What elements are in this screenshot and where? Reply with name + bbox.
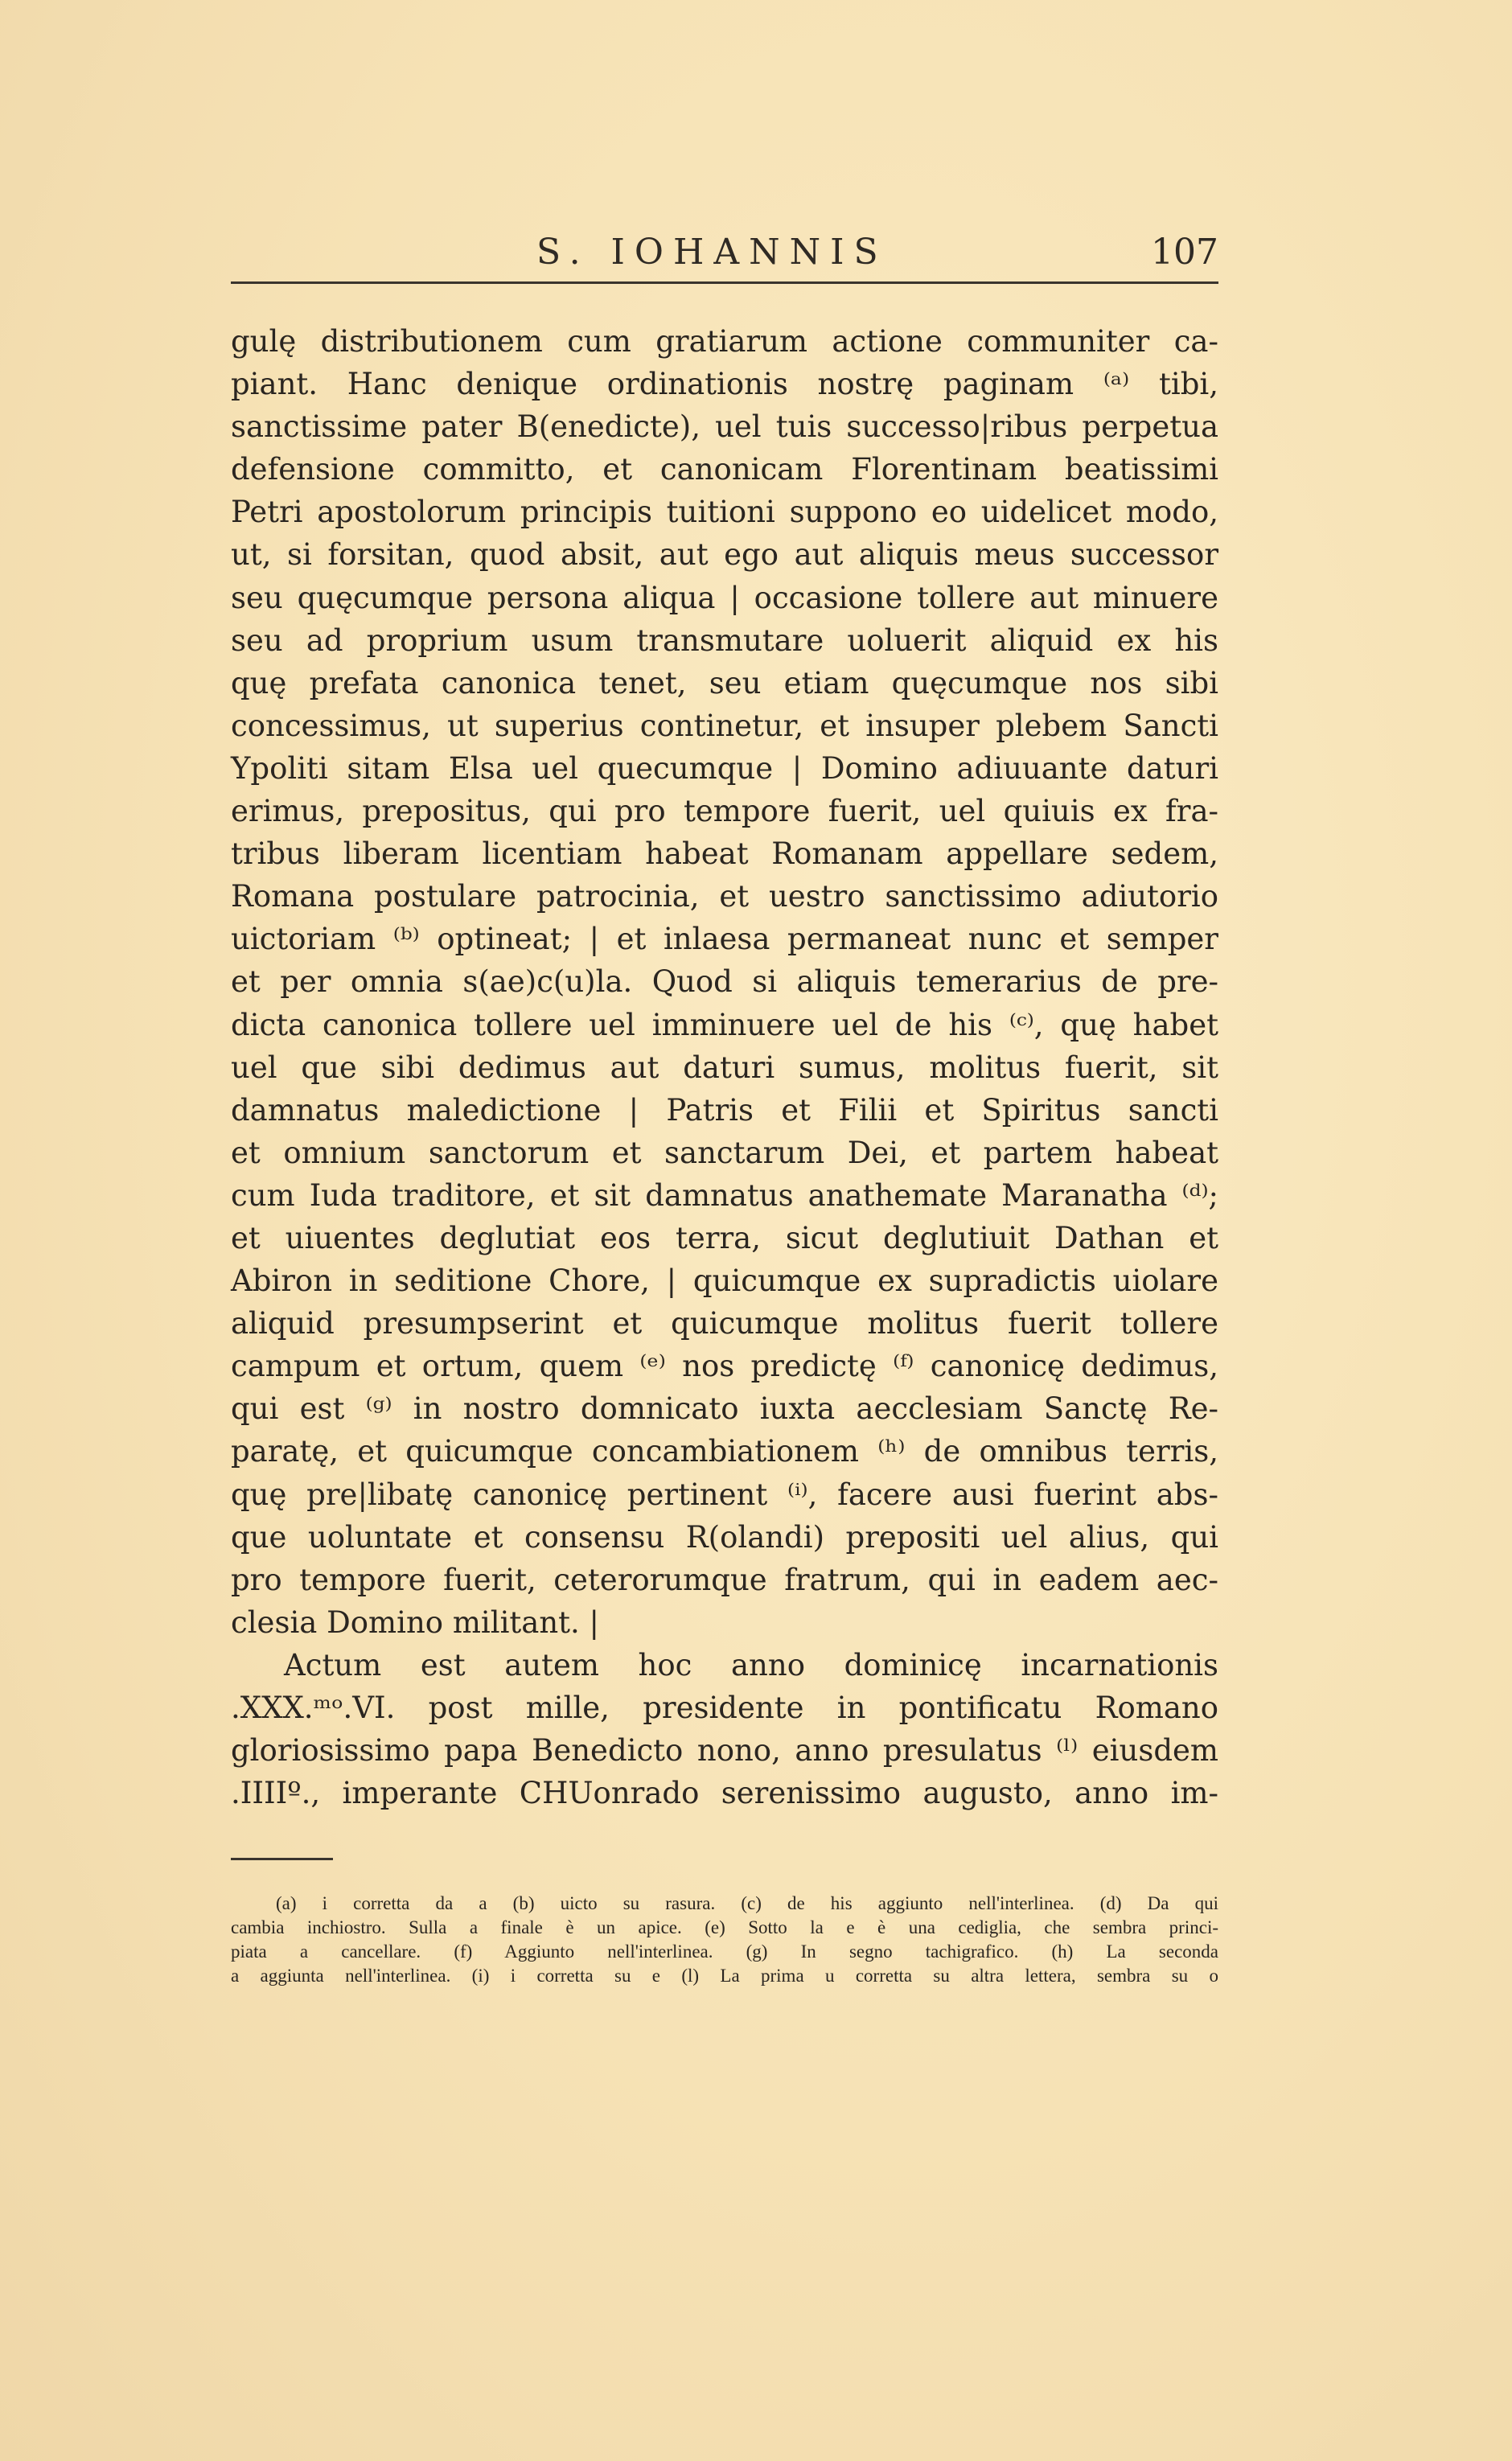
footnote-line: a aggiunta nell'interlinea. (i) i corretta su e (l) La prima u corretta su altra lettera, sembra su o <box>231 1966 1218 1986</box>
body-line: paratę, et quicumque concambiationem ⁽ʰ⁾ de omnibus terris, <box>231 1434 1218 1469</box>
body-line: campum et ortum, quem ⁽ᵉ⁾ nos predictę ⁽ᶠ⁾ canonicę dedimus, <box>231 1349 1218 1384</box>
body-line: tribus liberam licentiam habeat Romanam appellare sedem, <box>231 836 1218 872</box>
page-number: 107 <box>1151 232 1218 273</box>
body-line: cum Iuda traditore, et sit damnatus anathemate Maranatha ⁽ᵈ⁾; <box>231 1177 1218 1213</box>
footnote-line: piata a cancellare. (f) Aggiunto nell'interlinea. (g) In segno tachigrafico. (h) La seconda <box>231 1941 1218 1962</box>
body-line: Petri apostolorum principis tuitioni suppono eo uidelicet modo, <box>231 495 1218 530</box>
body-line: uictoriam ⁽ᵇ⁾ optineat; | et inlaesa permaneat nunc et semper <box>231 922 1218 957</box>
footnotes <box>231 1892 1218 1988</box>
body-line: Ypoliti sitam Elsa uel quecumque | Domino adiuuante daturi <box>231 750 1218 786</box>
body-line: ut, si forsitan, quod absit, aut ego aut aliquis meus successor <box>231 537 1218 573</box>
body-line: quę pre|libatę canonicę pertinent ⁽ⁱ⁾, facere ausi fuerint abs- <box>231 1477 1218 1512</box>
body-line: Abiron in seditione Chore, | quicumque ex supradictis uiolare <box>231 1263 1218 1299</box>
body-line: Romana postulare patrocinia, et uestro sanctissimo adiutorio <box>231 879 1218 914</box>
body-line: et per omnia s(ae)c(u)la. Quod si aliquis temerarius de pre- <box>231 964 1218 1000</box>
body-line: et omnium sanctorum et sanctarum Dei, et partem habeat <box>231 1135 1218 1170</box>
footnote-line: (a) i corretta da a (b) uicto su rasura. (c) de his aggiunto nell'interlinea. (d) Da qui <box>276 1893 1218 1913</box>
body-line: .IIIIº., imperante CHUonrado serenissimo augusto, anno im- <box>231 1776 1218 1811</box>
body-line: quę prefata canonica tenet, seu etiam quęcumque nos sibi <box>231 665 1218 701</box>
body-line-paragraph-end: clesia Domino militant. | <box>231 1604 600 1640</box>
body-line: gloriosissimo papa Benedicto nono, anno presulatus ⁽ˡ⁾ eiusdem <box>231 1733 1218 1769</box>
body-line: et uiuentes deglutiat eos terra, sicut deglutiuit Dathan et <box>231 1220 1218 1255</box>
body-line: aliquid presumpserint et quicumque molitus fuerit tollere <box>231 1306 1218 1341</box>
body-line: sanctissime pater B(enedicte), uel tuis successo|ribus perpetua <box>231 409 1218 445</box>
body-line: qui est ⁽ᵍ⁾ in nostro domnicato iuxta aecclesiam Sanctę Re- <box>231 1391 1218 1427</box>
body-line: dicta canonica tollere uel imminuere uel de his ⁽ᶜ⁾, quę habet <box>231 1007 1218 1042</box>
body-text <box>231 320 1218 1814</box>
body-line: concessimus, ut superius continetur, et insuper plebem Sancti <box>231 708 1218 743</box>
body-line: seu quęcumque persona aliqua | occasione tollere aut minuere <box>231 580 1218 615</box>
running-title: S. IOHANNIS <box>536 232 888 273</box>
footnote-line: cambia inchiostro. Sulla a finale è un apice. (e) Sotto la e è una cediglia, che sembra princi- <box>231 1917 1218 1937</box>
body-line: defensione committo, et canonicam Florentinam beatissimi <box>231 452 1218 487</box>
body-line: piant. Hanc denique ordinationis nostrę paginam ⁽ᵃ⁾ tibi, <box>231 367 1218 402</box>
body-line: gulę distributionem cum gratiarum actione communiter ca- <box>231 324 1218 359</box>
footnote-rule <box>231 1858 333 1860</box>
body-line: uel que sibi dedimus aut daturi sumus, molitus fuerit, sit <box>231 1050 1218 1085</box>
running-head <box>231 227 1218 275</box>
header-rule <box>231 281 1218 284</box>
body-line: damnatus maledictione | Patris et Filii et Spiritus sancti <box>231 1092 1218 1128</box>
body-line: pro tempore fuerit, ceterorumque fratrum, qui in eadem aec- <box>231 1562 1218 1597</box>
body-line: .XXX.ᵐᵒ.VI. post mille, presidente in pontificatu Romano <box>231 1691 1218 1725</box>
body-line: erimus, prepositus, qui pro tempore fuerit, uel quiuis ex fra- <box>231 794 1218 829</box>
body-line-paragraph-start: Actum est autem hoc anno dominicę incarnationis <box>284 1647 1218 1682</box>
body-line: seu ad proprium usum transmutare uoluerit aliquid ex his <box>231 622 1218 658</box>
body-line: que uoluntate et consensu R(olandi) prepositi uel alius, qui <box>231 1519 1218 1555</box>
